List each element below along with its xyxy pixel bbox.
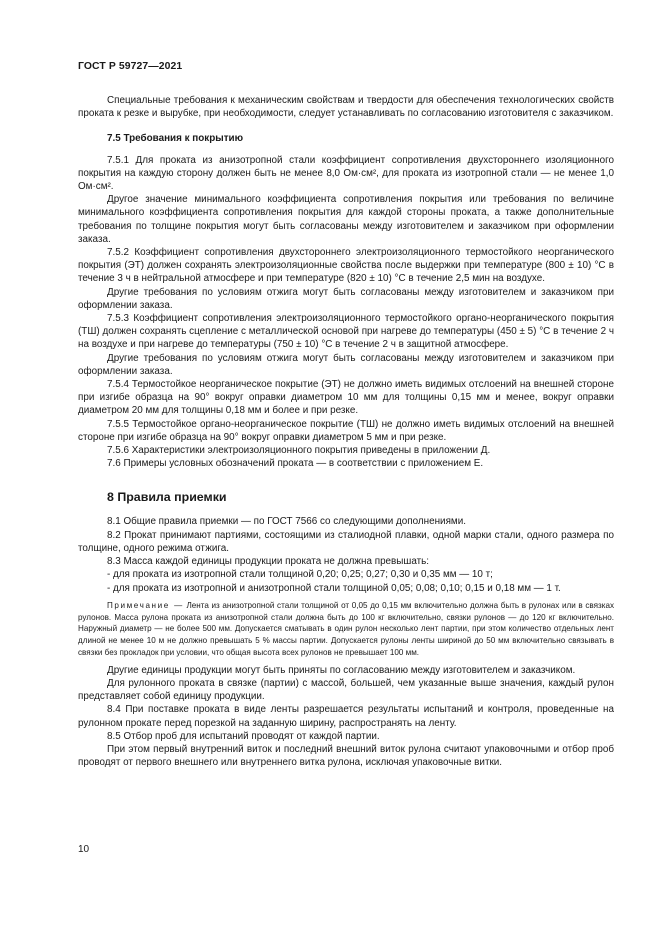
paragraph-7-5-6: 7.5.6 Характеристики электроизоляционного покрытия приведены в приложении Д.: [107, 445, 491, 457]
paragraph: Другие требования по условиям отжига могут быть согласованы между изготовителем и заказчиком при оформлении заказа.: [78, 286, 614, 311]
paragraph: Другие единицы продукции могут быть приняты по согласованию между изготовителем и заказчиком.: [107, 664, 576, 676]
document-body: [78, 94, 614, 769]
paragraph-7-5-2: 7.5.2 Коэффициент сопротивления двухстороннего электроизоляционного термостойкого неорганического покрытия (ЭТ) должен сохранять электроизоляционные свойства после выдержки при температуре (800 ± 10) °С в течение 3 ч в нейтральной атмосфере и при температуре (820 ± 10) °С в течение 2,5 мин на воздухе.: [78, 247, 614, 285]
paragraph: Другое значение минимального коэффициента сопротивления покрытия или требования по величине минимального коэффициента сопротивления покрытия для каждой стороны проката, а также дополнительные требования по толщине покрытия могут быть согласованы между изготовителем и заказчиком при оформлении заказа.: [78, 194, 614, 245]
paragraph: При этом первый внутренний виток и последний внешний виток рулона считают упаковочными и отбор проб проводят от первого внешнего или внутреннего витка рулона, исключая упаковочные витки.: [78, 743, 614, 769]
list-item: - для проката из изотропной и анизотропной стали толщиной 0,05; 0,08; 0,10; 0,15 и 0,18 мм — 1 т.: [107, 582, 561, 594]
paragraph-8-2: 8.2 Прокат принимают партиями, состоящими из сталиодной плавки, одной марки стали, одного размера по толщине, одного режима отжига.: [78, 529, 614, 554]
document-header: ГОСТ Р 59727—2021: [78, 61, 183, 72]
note-label: Примечание —: [107, 600, 184, 610]
section-heading-7-5: 7.5 Требования к покрытию: [107, 133, 244, 145]
paragraph-7-5-3: 7.5.3 Коэффициент сопротивления электроизоляционного термостойкого органо-неорганического покрытия (ТШ) должен сохранять сцепление с металлической основой при нагреве до температуры (450 ± 5) °С в течение 2 ч на воздухе и при нагреве до температуры (750 ± 10) °С в течение 2 ч в защитной атмосфере.: [78, 313, 614, 351]
paragraph: Другие требования по условиям отжига могут быть согласованы между изготовителем и заказчиком при оформлении заказа.: [78, 352, 614, 377]
paragraph-8-3: 8.3 Масса каждой единицы продукции проката не должна превышать:: [107, 556, 430, 568]
section-heading-8: 8 Правила приемки: [107, 490, 227, 505]
paragraph-8-1: 8.1 Общие правила приемки — по ГОСТ 7566 со следующими дополнениями.: [107, 516, 466, 528]
paragraph-7-5-4: 7.5.4 Термостойкое неорганическое покрытие (ЭТ) не должно иметь видимых отслоений на внешней стороне при изгибе образца на 90° вокруг оправки диаметром 10 мм для толщины 0,15 мм и менее, вокруг оправки диаметром 20 мм для толщины 0,18 мм и более и при резке.: [78, 379, 614, 417]
paragraph-8-5: 8.5 Отбор проб для испытаний проводят от каждой партии.: [107, 730, 380, 742]
note: [78, 600, 614, 659]
paragraph-7-5-1: 7.5.1 Для проката из анизотропной стали коэффициент сопротивления двухстороннего изоляционного покрытия на каждую сторону должен быть не менее 8,0 Ом·см², для проката из изотропной стали — не менее 1,0 Ом·см².: [78, 154, 614, 193]
list-item: - для проката из изотропной стали толщиной 0,20; 0,25; 0,27; 0,30 и 0,35 мм — 10 т;: [107, 569, 493, 581]
page-number: 10: [78, 844, 90, 855]
paragraph: Для рулонного проката в связке (партии) с массой, большей, чем указанные выше значения, каждый рулон представляет собой единицу продукции.: [78, 677, 614, 703]
note-text: Лента из анизотропной стали толщиной от 0,05 до 0,15 мм включительно должна быть в рулонах или в связках рулонов. Масса рулона проката из анизотропной стали должна быть до 100 кг включительно, связки рулонов — до 120 кг включительно. Наружный диаметр — не более 500 мм. Допускается сматывать в один рулон несколько лент партии, при этом количество отдельных лент длиной не менее 10 м не должно превышать 5 % массы партии. Допускается рулоны ленты шириной до 50 мм включительно связывать в связки без прокладок при условии, что общая высота всех рулонов не превышает 100 мм.: [78, 600, 614, 657]
paragraph: Специальные требования к механическим свойствам и твердости для обеспечения технологических свойств проката к резке и вырубке, при необходимости, следует устанавливать по согласованию изготовителя с заказчиком.: [78, 95, 614, 120]
paragraph-7-6: 7.6 Примеры условных обозначений проката — в соответствии с приложением Е.: [107, 458, 484, 470]
paragraph-8-4: 8.4 При поставке проката в виде ленты разрешается результаты испытаний и контроля, проведенные на рулонном прокате перед порезкой на заданную ширину, распространять на ленту.: [78, 704, 614, 729]
paragraph-7-5-5: 7.5.5 Термостойкое органо-неорганическое покрытие (ТШ) не должно иметь видимых отслоений на внешней стороне при изгибе образца на 90° вокруг оправки диаметром 5 мм и при резке.: [78, 418, 614, 443]
